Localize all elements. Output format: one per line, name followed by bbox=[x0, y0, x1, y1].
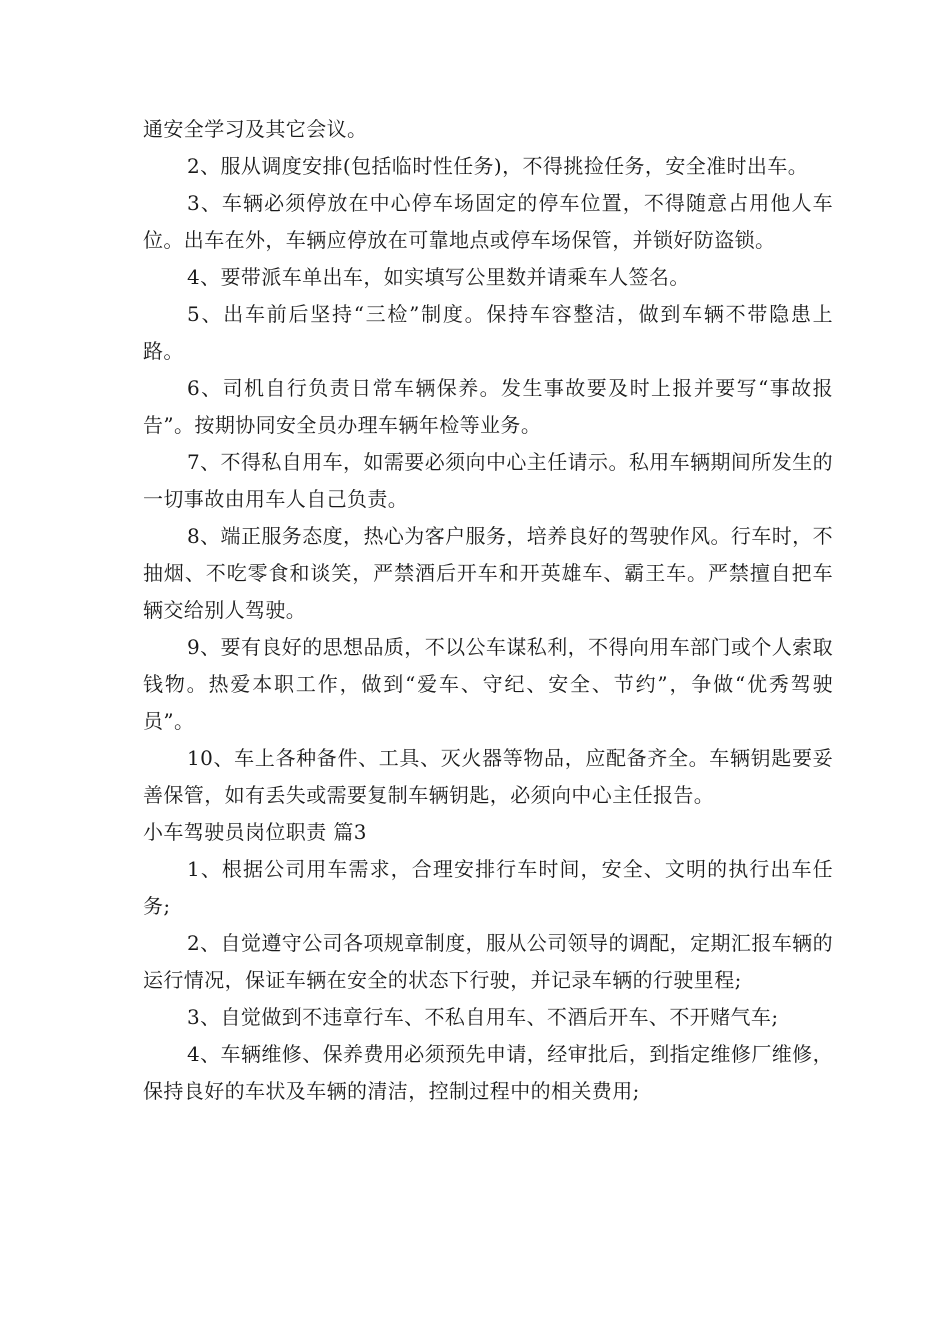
duty-item: 5、出车前后坚持“三检”制度。保持车容整洁，做到车辆不带隐患上路。 bbox=[143, 302, 833, 363]
duty-item: 6、司机自行负责日常车辆保养。发生事故要及时上报并要写“事故报告”。按期协同安全员办理车辆年检等业务。 bbox=[143, 376, 833, 437]
duty-item: 3、车辆必须停放在中心停车场固定的停车位置，不得随意占用他人车位。出车在外，车辆应停放在可靠地点或停车场保管，并锁好防盗锁。 bbox=[143, 191, 833, 252]
duty-item: 3、自觉做到不违章行车、不私自用车、不酒后开车、不开赌气车; bbox=[187, 1005, 779, 1029]
duty-item: 8、端正服务态度，热心为客户服务，培养良好的驾驶作风。行车时，不抽烟、不吃零食和谈笑，严禁酒后开车和开英雄车、霸王车。严禁擅自把车辆交给别人驾驶。 bbox=[143, 524, 833, 622]
duty-item: 1、根据公司用车需求，合理安排行车时间，安全、文明的执行出车任务; bbox=[143, 857, 833, 918]
duty-item: 4、车辆维修、保养费用必须预先申请，经审批后，到指定维修厂维修，保持良好的车状及车辆的清洁，控制过程中的相关费用; bbox=[143, 1042, 833, 1103]
duty-item: 7、不得私自用车，如需要必须向中心主任请示。私用车辆期间所发生的一切事故由用车人自己负责。 bbox=[143, 450, 833, 511]
duty-item: 2、服从调度安排(包括临时性任务)，不得挑捡任务，安全准时出车。 bbox=[187, 154, 809, 178]
duty-item: 2、自觉遵守公司各项规章制度，服从公司领导的调配，定期汇报车辆的运行情况，保证车辆在安全的状态下行驶，并记录车辆的行驶里程; bbox=[143, 931, 833, 992]
section-heading: 小车驾驶员岗位职责 篇3 bbox=[143, 820, 367, 844]
duty-item: 4、要带派车单出车，如实填写公里数并请乘车人签名。 bbox=[187, 265, 690, 289]
duty-item: 9、要有良好的思想品质，不以公车谋私利，不得向用车部门或个人索取钱物。热爱本职工作，做到“爱车、守纪、安全、节约”，争做“优秀驾驶员”。 bbox=[143, 635, 833, 733]
duty-item: 10、车上各种备件、工具、灭火器等物品，应配备齐全。车辆钥匙要妥善保管，如有丢失或需要复制车辆钥匙，必须向中心主任报告。 bbox=[143, 746, 833, 807]
paragraph-continuation: 通安全学习及其它会议。 bbox=[143, 117, 368, 141]
document-page bbox=[143, 111, 833, 1110]
